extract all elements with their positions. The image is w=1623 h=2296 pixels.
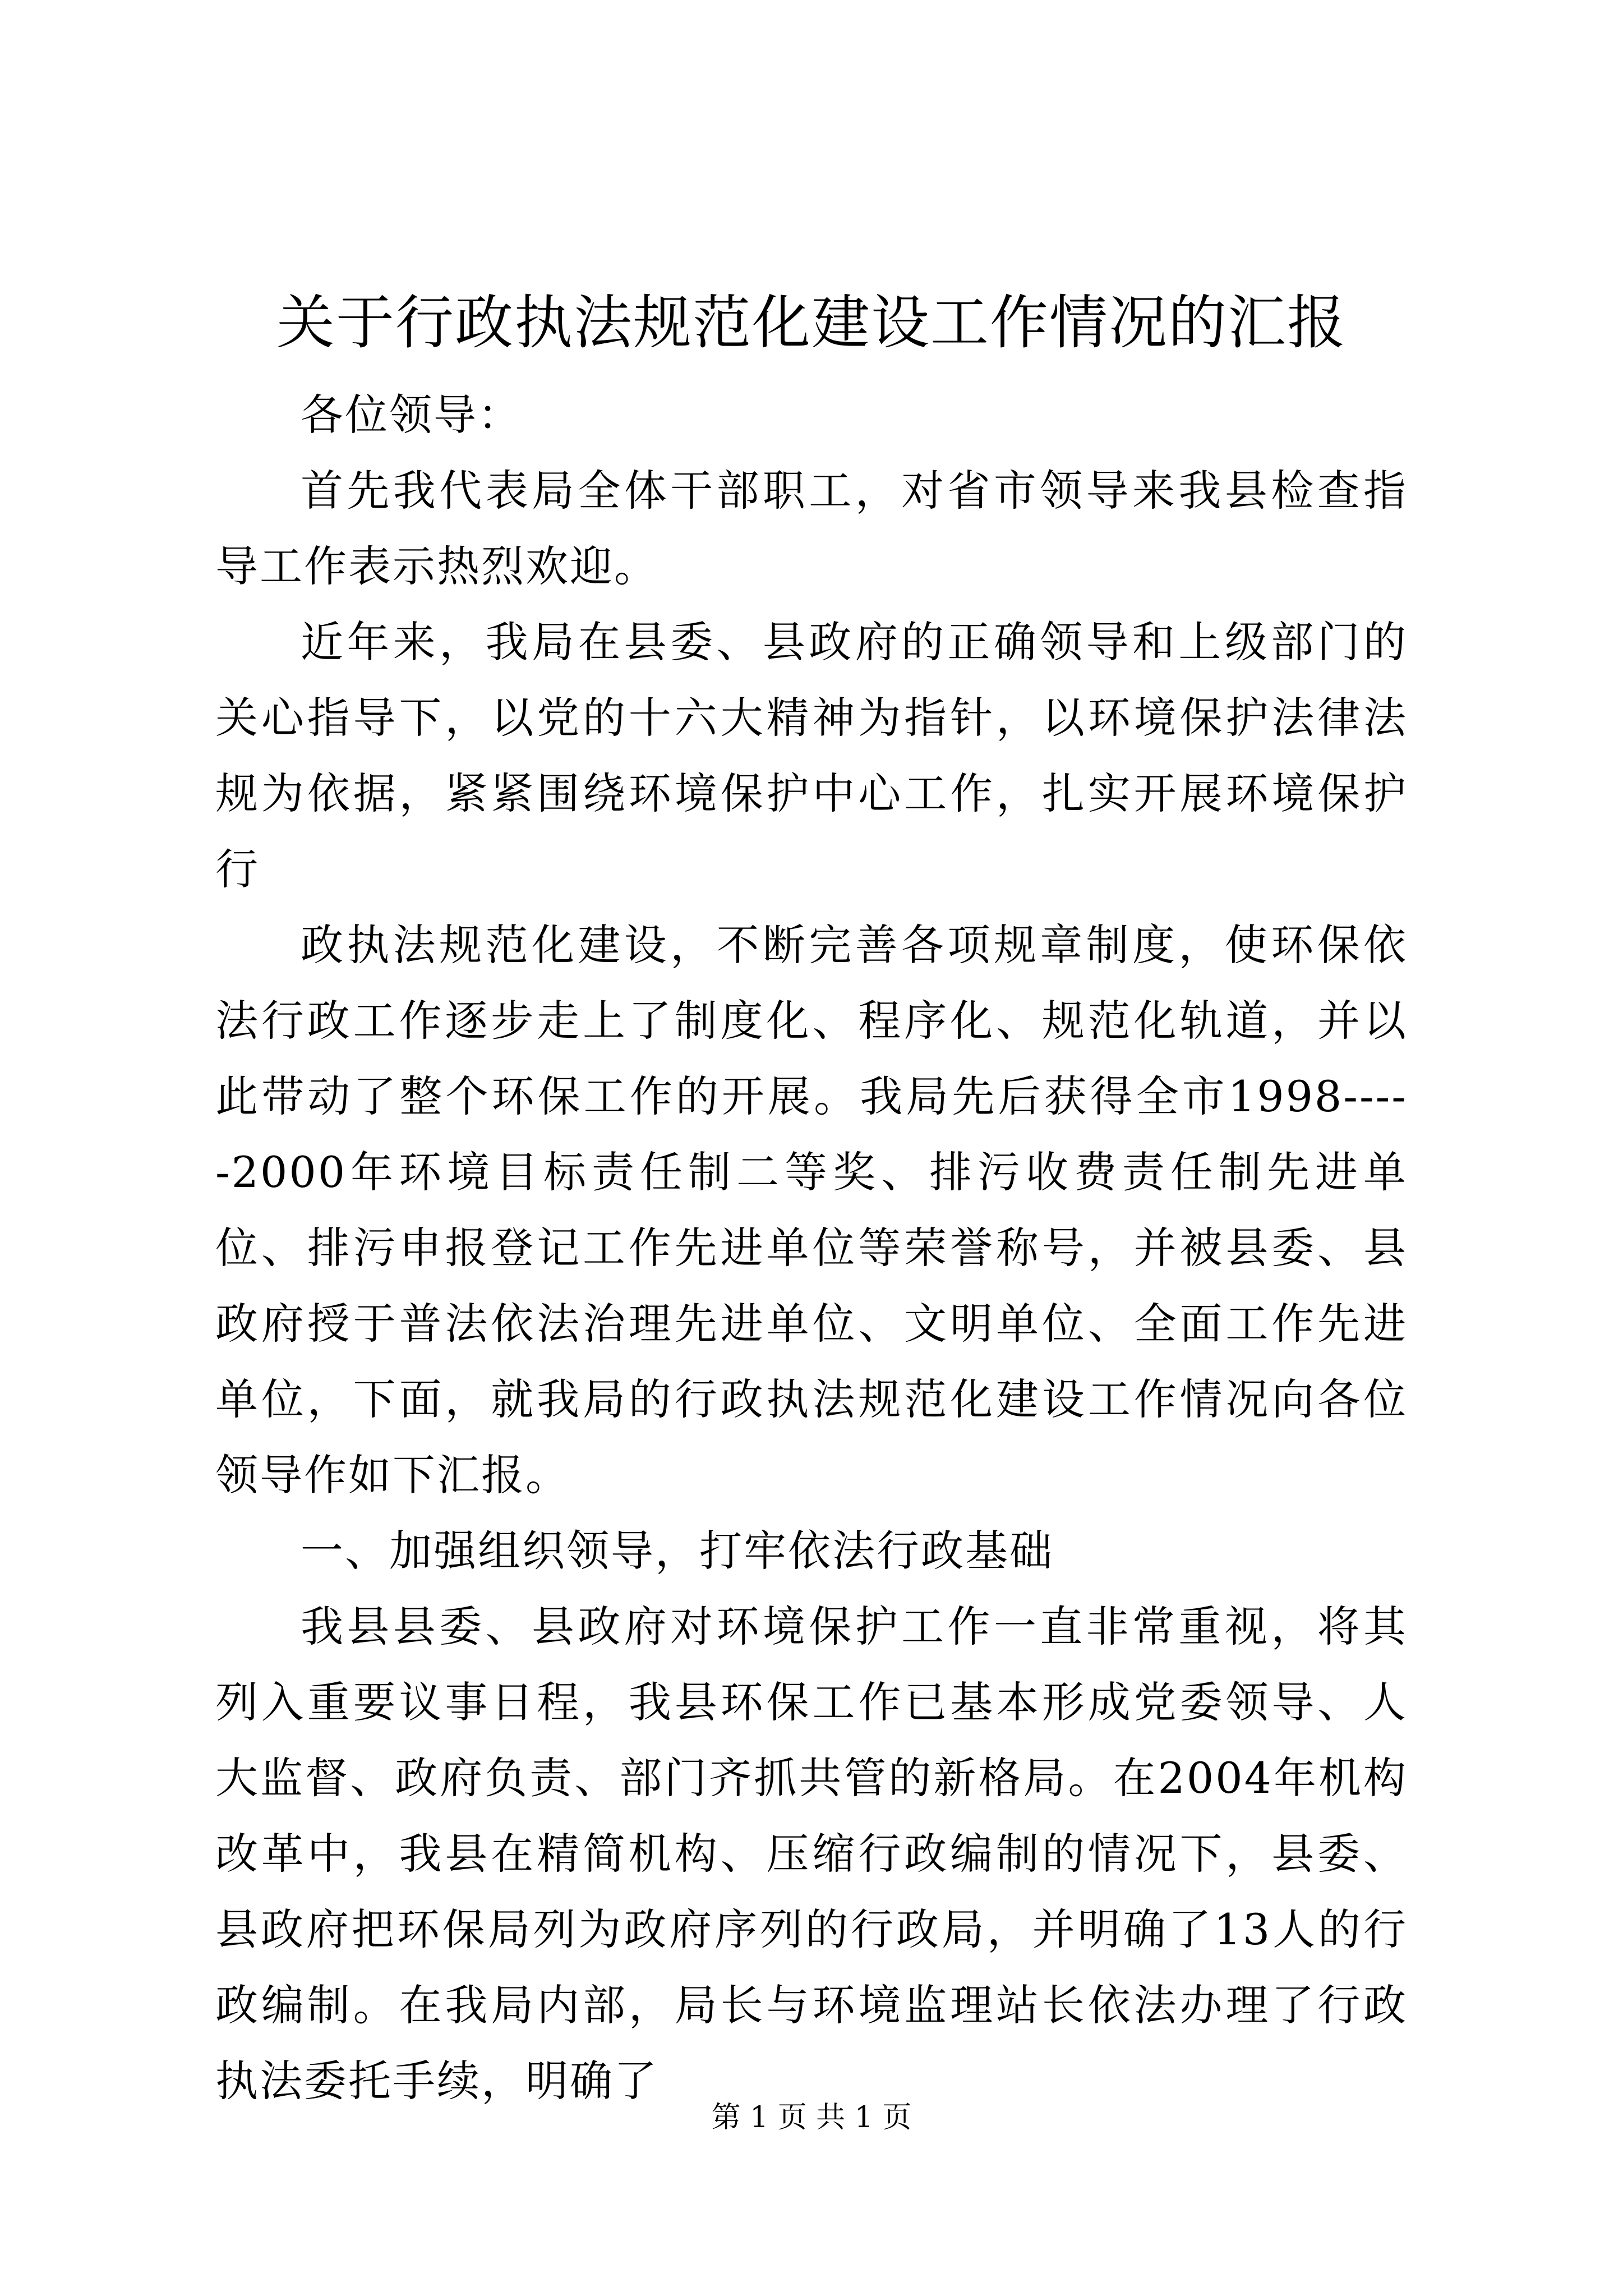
section-1-paragraph: 我县县委、县政府对环境保护工作一直非常重视，将其列入重要议事日程，我县环保工作已基本形成党委领导、人大监督、政府负责、部门齐抓共管的新格局。在2004年机构改革中，我县在精简机构、压缩行政编制的情况下，县委、县政府把环保局列为政府序列的行政局，并明确了13人的行政编制。在我局内部，局长与环境监理站长依法办理了行政执法委托手续，明确了 — [215, 1602, 1408, 2106]
salutation-paragraph: 各位领导： — [301, 390, 522, 440]
section-heading-1: 一、加强组织领导，打牢依法行政基础 — [301, 1526, 1054, 1576]
welcome-paragraph: 首先我代表局全体干部职工，对省市领导来我县检查指导工作表示热烈欢迎。 — [215, 466, 1408, 591]
document-body — [215, 377, 1408, 2119]
page-footer: 第 1 页 共 1 页 — [711, 2101, 912, 2134]
intro-paragraph: 近年来，我局在县委、县政府的正确领导和上级部门的关心指导下，以党的十六大精神为指针，以环境保护法律法规为依据，紧紧围绕环境保护中心工作，扎实开展环境保护行 — [215, 617, 1408, 894]
achievements-paragraph: 政执法规范化建设，不断完善各项规章制度，使环保依法行政工作逐步走上了制度化、程序化、规范化轨道，并以此带动了整个环保工作的开展。我局先后获得全市1998-----2000年环境目标责任制二等奖、排污收费责任制先进单位、排污申报登记工作先进单位等荣誉称号，并被县委、县政府授于普法依法治理先进单位、文明单位、全面工作先进单位，下面，就我局的行政执法规范化建设工作情况向各位领导作如下汇报。 — [215, 920, 1408, 1500]
document-title: 关于行政执法规范化建设工作情况的汇报 — [276, 288, 1347, 357]
